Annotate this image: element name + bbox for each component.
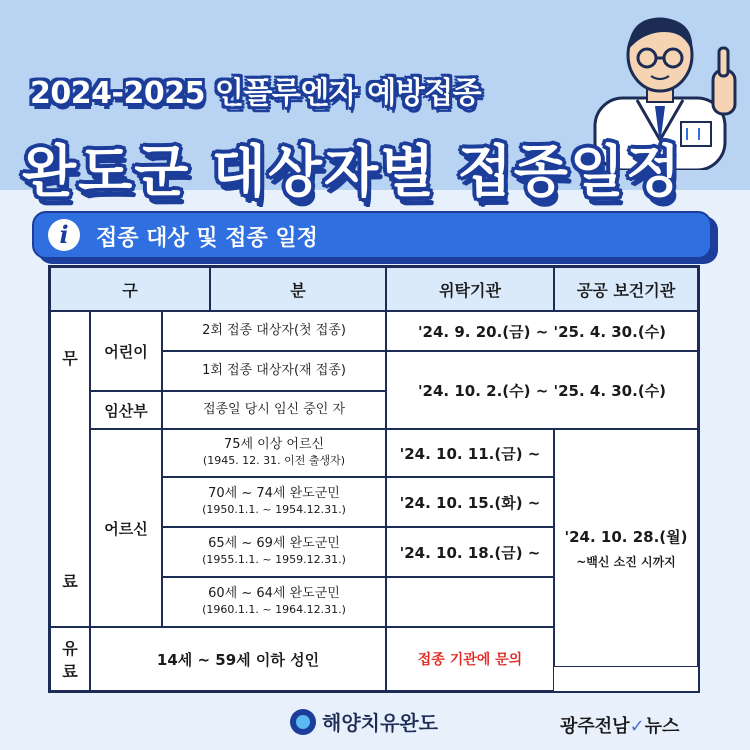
category-paid (50, 627, 90, 691)
target-elderly-75-sub: (1945. 12. 31. 이전 출생자) (202, 454, 346, 468)
group-elderly: 어르신 (90, 429, 162, 627)
page-title: 완도군 대상자별 접종일정 (22, 140, 683, 205)
footer-news-main: 광주전남 (560, 716, 630, 737)
footer-brand (290, 707, 438, 736)
date-public-sub: ~백신 소진 시까지 (576, 555, 676, 569)
group-pregnant: 임산부 (90, 391, 162, 429)
category-free-char2: 료 (62, 572, 78, 591)
footer-brand-text: 해양치유완도 (322, 711, 438, 735)
date-elderly-60-empty (386, 577, 554, 627)
date-elderly-75: '24. 10. 11.(금) ~ (386, 429, 554, 477)
header-agency: 위탁기관 (386, 267, 554, 311)
category-free (50, 311, 90, 627)
check-icon: ✓ (629, 716, 645, 737)
target-elderly-65-sub: (1955.1.1. ~ 1959.12.31.) (202, 553, 346, 567)
target-elderly-70-main: 70세 ~ 74세 완도군민 (208, 486, 340, 502)
target-elderly-65-main: 65세 ~ 69세 완도군민 (208, 536, 340, 552)
target-elderly-60 (162, 577, 386, 627)
date-adult-inquiry: 접종 기관에 문의 (386, 627, 554, 691)
category-paid-char1: 유 (62, 639, 78, 658)
subtitle: 2024-2025 인플루엔자 예방접종 (30, 76, 482, 111)
header-bun: 분 (210, 267, 386, 311)
target-elderly-70-sub: (1950.1.1. ~ 1954.12.31.) (202, 503, 346, 517)
info-icon: i (48, 219, 80, 251)
date-public-main: '24. 10. 28.(월) (564, 528, 688, 546)
date-child-1dose-pregnant: '24. 10. 2.(수) ~ '25. 4. 30.(수) (386, 351, 698, 429)
target-elderly-65 (162, 527, 386, 577)
target-elderly-70 (162, 477, 386, 527)
target-elderly-75-main: 75세 이상 어르신 (223, 437, 325, 453)
date-elderly-70: '24. 10. 15.(화) ~ (386, 477, 554, 527)
schedule-table (48, 265, 700, 693)
target-elderly-60-sub: (1960.1.1. ~ 1964.12.31.) (202, 603, 346, 617)
info-bar-text: 접종 대상 및 접종 일정 (96, 226, 318, 251)
category-free-char1: 무 (62, 349, 78, 368)
footer-news-end: 뉴스 (644, 716, 680, 737)
target-child-1dose: 1회 접종 대상자(재 접종) (162, 351, 386, 391)
info-bar (32, 211, 712, 259)
target-elderly-60-main: 60세 ~ 64세 완도군민 (208, 586, 340, 602)
header-public: 공공 보건기관 (554, 267, 698, 311)
footer-news-logo (560, 712, 679, 738)
target-pregnant: 접종일 당시 임신 중인 자 (162, 391, 386, 429)
group-children: 어린이 (90, 311, 162, 391)
target-adult: 14세 ~ 59세 이하 성인 (90, 627, 386, 691)
date-child-2dose: '24. 9. 20.(금) ~ '25. 4. 30.(수) (386, 311, 698, 351)
haeyang-logo-icon (290, 709, 316, 735)
category-paid-char2: 료 (62, 662, 78, 681)
header-gu: 구 (50, 267, 210, 311)
date-public-health (554, 429, 698, 667)
target-child-2dose: 2회 접종 대상자(첫 접종) (162, 311, 386, 351)
target-elderly-75 (162, 429, 386, 477)
date-elderly-65: '24. 10. 18.(금) ~ (386, 527, 554, 577)
